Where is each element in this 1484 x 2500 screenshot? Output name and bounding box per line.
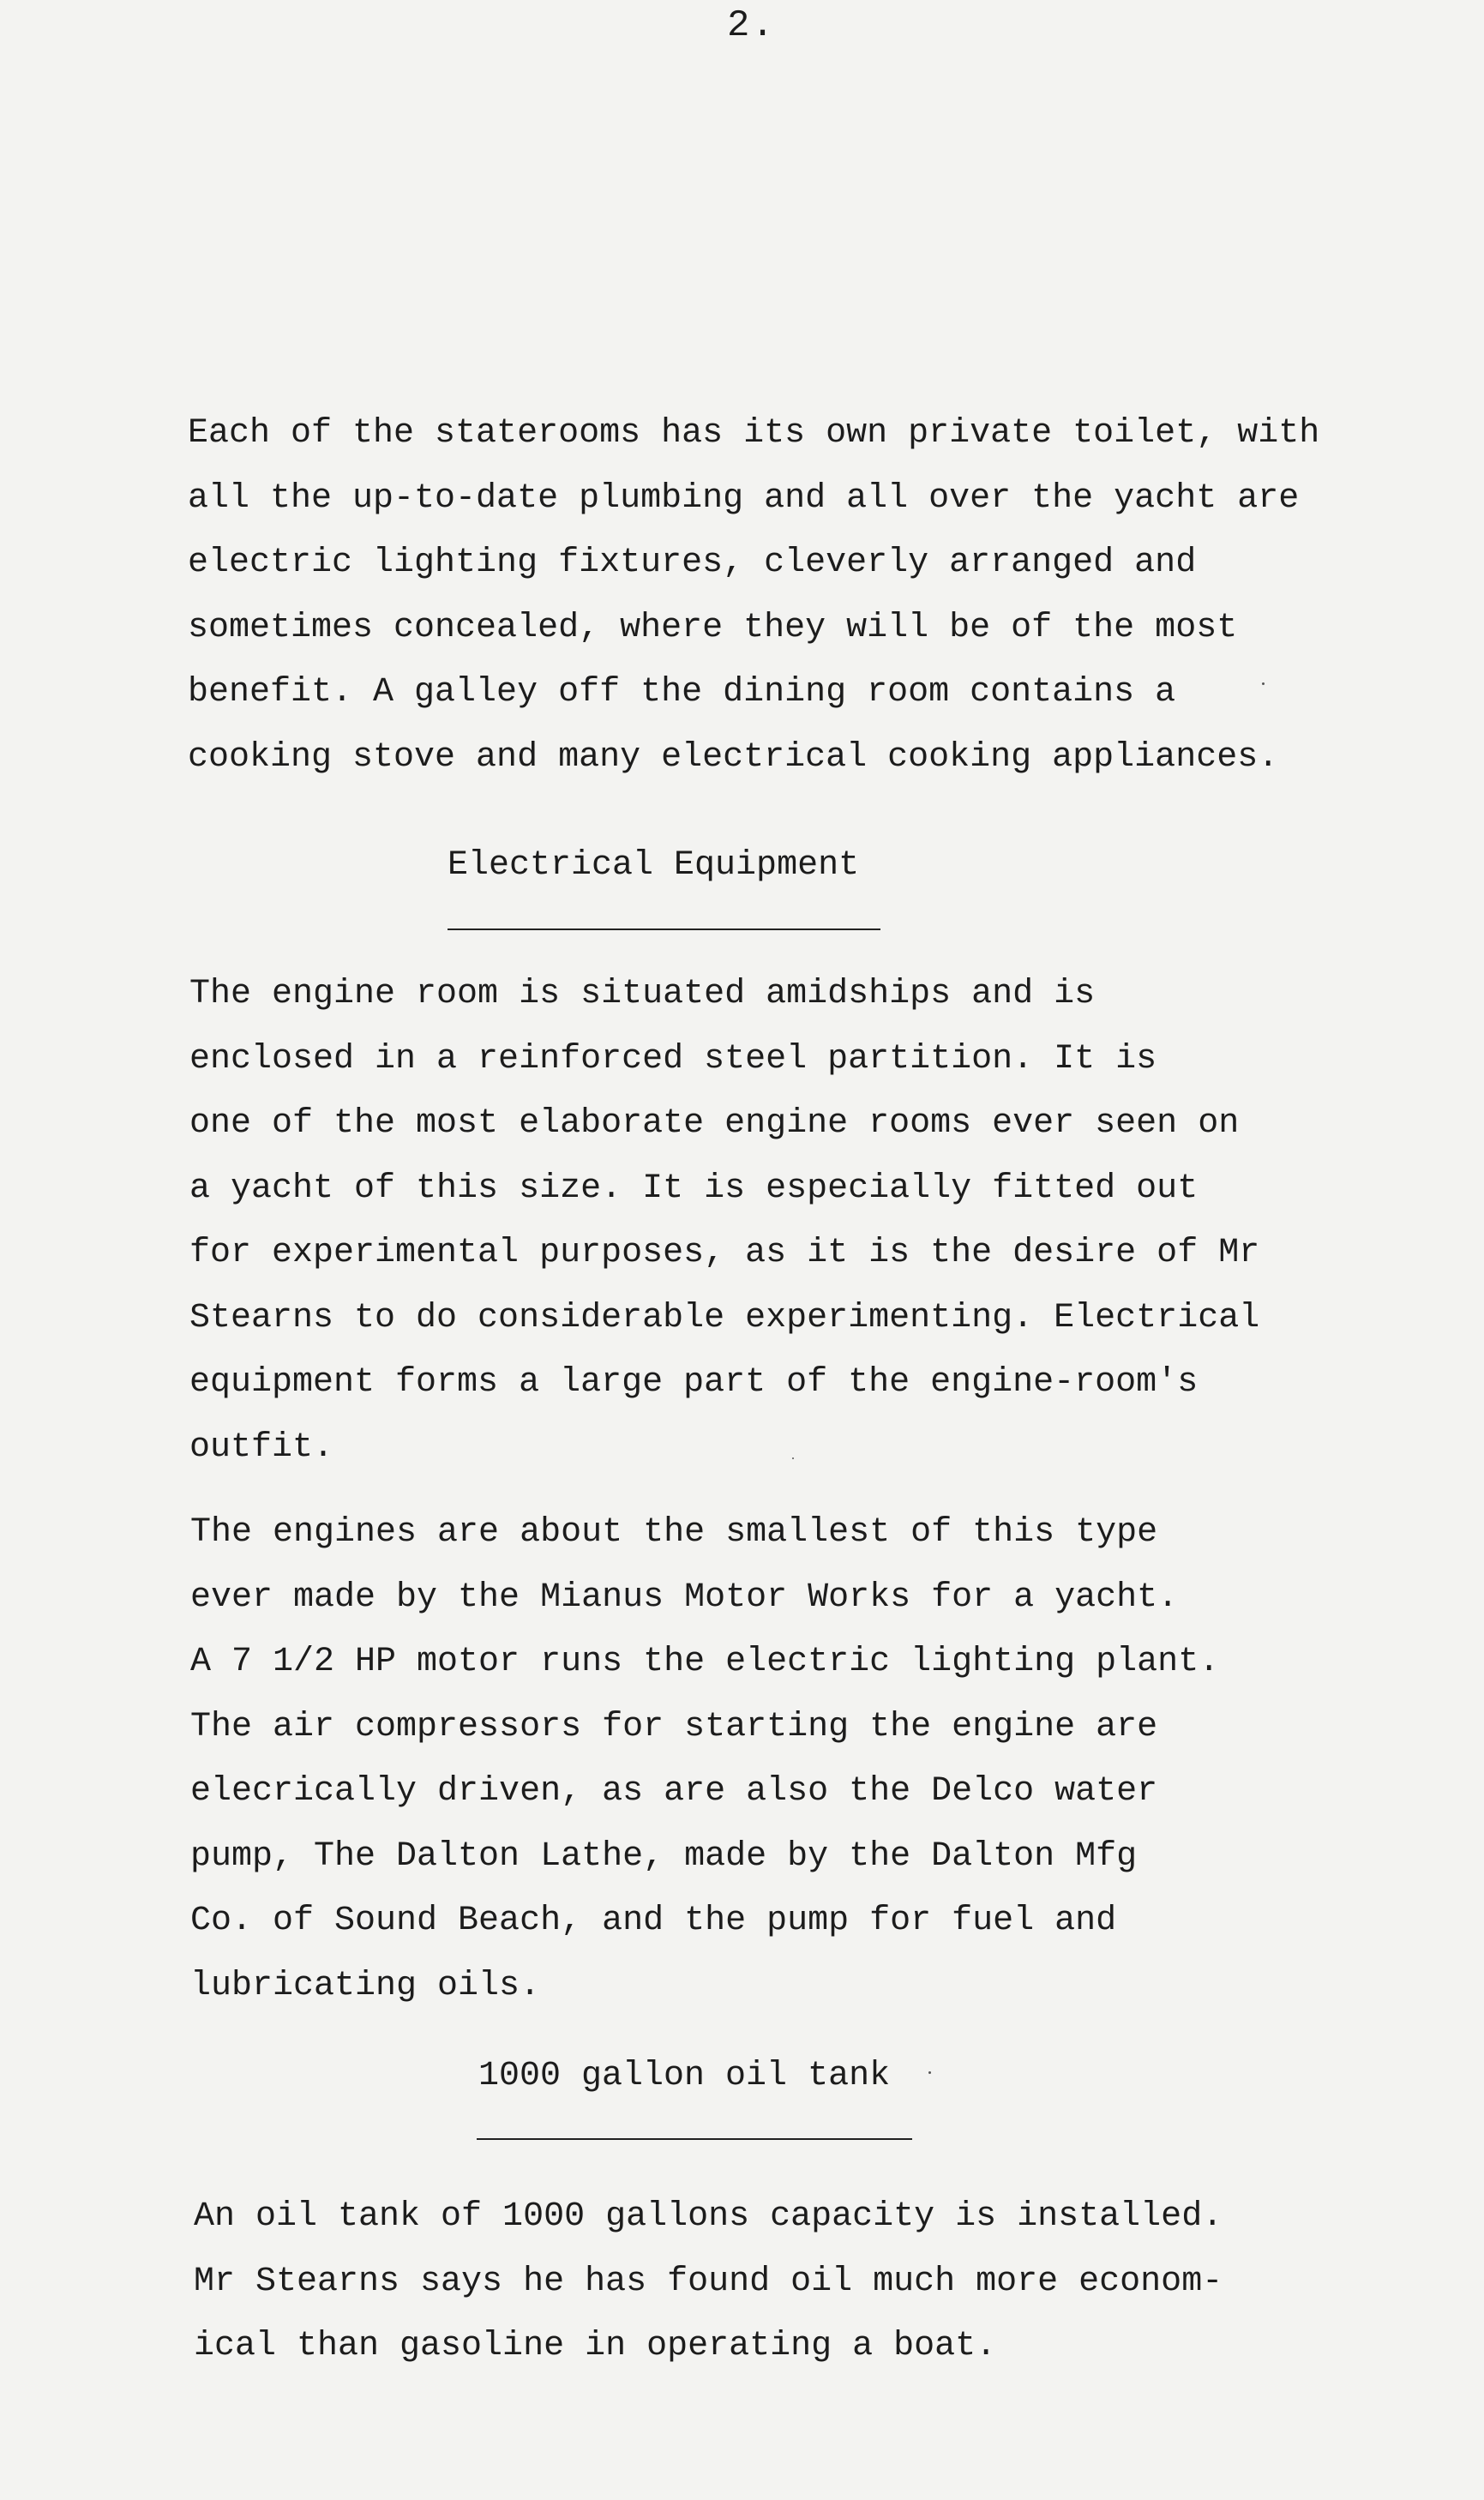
paragraph-engines [190,1500,1219,2018]
text-line: ever made by the Mianus Motor Works for a yacht. [190,1578,1179,1617]
text-line: Co. of Sound Beach, and the pump for fuel and [190,1902,1117,1940]
text-line: electric lighting fixtures, cleverly arranged and [188,544,1197,582]
text-line: elecrically driven, as are also the Delco water [190,1772,1158,1811]
text-line: all the up-to-date plumbing and all over the yacht are [188,478,1300,518]
text-line: benefit. A galley off the dining room contains a [188,673,1176,712]
heading-oil-tank: 1000 gallon oil tank [478,2057,891,2095]
paper-speck [792,1457,794,1459]
text-line: enclosed in a reinforced steel partition. It is [189,1039,1157,1079]
paper-speck [1262,682,1265,685]
text-line: ical than gasoline in operating a boat. [194,2327,997,2365]
text-line: one of the most elaborate engine rooms ever seen on [189,1104,1240,1143]
page-number: 2. [727,4,776,47]
text-line: sometimes concealed, where they will be of the most [188,608,1238,647]
text-line: lubricating oils. [190,1966,541,2005]
paragraph-engine-room [189,962,1259,1480]
text-line: a yacht of this size. It is especially fitted out [189,1169,1199,1208]
text-line: outfit. [189,1427,334,1467]
text-line: equipment forms a large part of the engine-room's [189,1363,1199,1402]
text-line: The engine room is situated amidships and is [189,975,1096,1013]
text-line: The engines are about the smallest of this type [190,1513,1158,1552]
text-line: cooking stove and many electrical cooking appliances. [188,737,1279,777]
text-line: An oil tank of 1000 gallons capacity is installed. [194,2197,1223,2236]
paragraph-staterooms [188,401,1319,790]
text-line: A 7 1/2 HP motor runs the electric lighting plant. [190,1643,1220,1681]
text-line: Stearns to do considerable experimenting. Electrical [189,1298,1260,1337]
heading-underline [477,2138,912,2140]
text-line: The air compressors for starting the engine are [190,1707,1158,1746]
text-line: pump, The Dalton Lathe, made by the Dalton Mfg [190,1836,1138,1876]
heading-electrical-equipment: Electrical Equipment [448,846,860,885]
text-line: Each of the staterooms has its own private toilet, with [188,414,1320,453]
text-line: for experimental purposes, as it is the desire of Mr [189,1234,1260,1272]
heading-underline [448,928,880,930]
paper-speck [928,2071,931,2074]
text-line: Mr Stearns says he has found oil much more econom- [194,2262,1223,2301]
paragraph-oil-tank [194,2184,1223,2379]
